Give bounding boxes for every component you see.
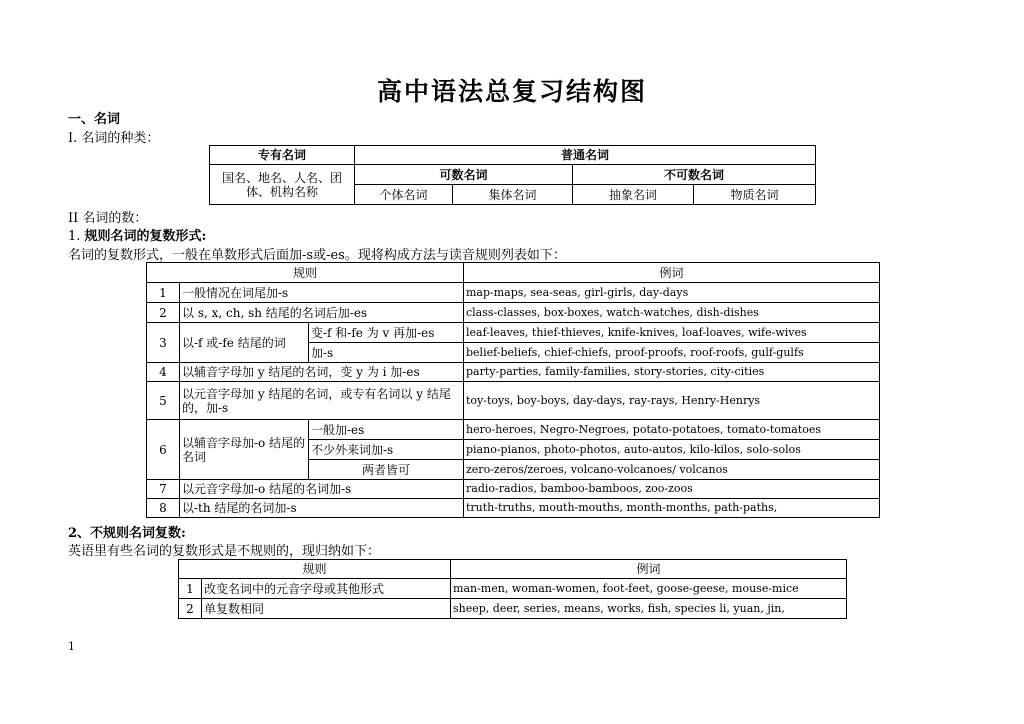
subheading-regular-plural (68, 225, 206, 244)
regular-plural-intro: 名词的复数形式，一般在单数形式后面加-s或-es。现将构成方法与读音规则列表如下： (68, 248, 566, 263)
example-cell: radio-radios, bamboo-bamboos, zoo-zoos (464, 480, 880, 499)
example-cell: map-maps, sea-seas, girl-girls, day-days (464, 283, 880, 303)
rule-cell: 以-th 结尾的名词加-s (180, 499, 464, 518)
material-noun: 物质名词 (694, 185, 816, 205)
subheading-irregular-plural: 2、不规则名词复数: (68, 526, 186, 541)
row-number: 5 (147, 382, 180, 420)
table-row (147, 283, 880, 303)
regular-heading-number: 1. (68, 229, 81, 244)
row-number: 1 (179, 579, 202, 599)
rule-cell: 以 s, x, ch, sh 结尾的名词后加-es (180, 303, 464, 323)
header-uncountable: 不可数名词 (573, 165, 816, 185)
row-number: 2 (179, 599, 202, 619)
example-cell: truth-truths, mouth-mouths, month-months, path-paths, (464, 499, 880, 518)
example-cell: hero-heroes, Negro-Negroes, potato-potatoes, tomato-tomatoes (464, 420, 880, 440)
example-cell: man-men, woman-women, foot-feet, goose-geese, mouse-mice (451, 579, 847, 599)
rule-cell: 以辅音字母加-o 结尾的名词 (180, 420, 309, 480)
page-number: 1 (68, 640, 75, 653)
row-number: 4 (147, 363, 180, 382)
table-row (147, 499, 880, 518)
proper-noun-description: 国名、地名、人名、团体、机构名称 (210, 165, 355, 205)
subheading-noun-kinds: I. 名词的种类： (68, 131, 160, 146)
rule-cell: 以元音字母加 y 结尾的名词，或专有名词以 y 结尾的，加-s (180, 382, 464, 420)
table-row (179, 599, 847, 619)
header-countable: 可数名词 (355, 165, 573, 185)
rule-cell: 以元音字母加-o 结尾的名词加-s (180, 480, 464, 499)
subheading-noun-number: II 名词的数： (68, 211, 148, 226)
rule-cell: 以辅音字母加 y 结尾的名词，变 y 为 i 加-es (180, 363, 464, 382)
page-title: 高中语法总复习结构图 (376, 77, 647, 106)
example-cell: leaf-leaves, thief-thieves, knife-knives, loaf-loaves, wife-wives (464, 323, 880, 343)
header-common-noun: 普通名词 (355, 146, 816, 165)
sub-rule-cell: 一般加-es (309, 420, 464, 440)
row-number: 7 (147, 480, 180, 499)
row-number: 3 (147, 323, 180, 363)
individual-noun: 个体名词 (355, 185, 453, 205)
sub-rule-cell: 加-s (309, 343, 464, 363)
header-proper-noun: 专有名词 (210, 146, 355, 165)
table-row (147, 382, 880, 420)
header-rule: 规则 (147, 263, 464, 283)
row-number: 2 (147, 303, 180, 323)
noun-kinds-table (209, 145, 816, 205)
table-row (147, 323, 880, 343)
irregular-plural-intro: 英语里有些名词的复数形式是不规则的，现归纳如下： (68, 544, 381, 559)
rule-cell: 一般情况在词尾加-s (180, 283, 464, 303)
example-cell: zero-zeros/zeroes, volcano-volcanoes/ volcanos (464, 460, 880, 480)
header-example: 例词 (464, 263, 880, 283)
table-row (179, 579, 847, 599)
example-cell: belief-beliefs, chief-chiefs, proof-proofs, roof-roofs, gulf-gulfs (464, 343, 880, 363)
row-number: 6 (147, 420, 180, 480)
row-number: 1 (147, 283, 180, 303)
section-heading-nouns: 一、名词 (68, 112, 121, 127)
header-rule: 规则 (179, 560, 451, 579)
regular-heading-text: 规则名词的复数形式: (84, 229, 207, 244)
row-number: 8 (147, 499, 180, 518)
table-row (147, 420, 880, 440)
regular-plural-table (146, 262, 880, 518)
example-cell: toy-toys, boy-boys, day-days, ray-rays, Henry-Henrys (464, 382, 880, 420)
sub-rule-cell: 变-f 和-fe 为 v 再加-es (309, 323, 464, 343)
collective-noun: 集体名词 (453, 185, 573, 205)
rule-cell: 以-f 或-fe 结尾的词 (180, 323, 309, 363)
example-cell: party-parties, family-families, story-stories, city-cities (464, 363, 880, 382)
sub-rule-cell: 不少外来词加-s (309, 440, 464, 460)
rule-cell: 单复数相同 (202, 599, 451, 619)
abstract-noun: 抽象名词 (573, 185, 694, 205)
rule-cell: 改变名词中的元音字母或其他形式 (202, 579, 451, 599)
example-cell: class-classes, box-boxes, watch-watches, dish-dishes (464, 303, 880, 323)
example-cell: piano-pianos, photo-photos, auto-autos, kilo-kilos, solo-solos (464, 440, 880, 460)
table-row (147, 480, 880, 499)
example-cell: sheep, deer, series, means, works, fish, species li, yuan, jin, (451, 599, 847, 619)
sub-rule-cell: 两者皆可 (309, 460, 464, 480)
table-row (147, 363, 880, 382)
table-row (147, 303, 880, 323)
irregular-plural-table (178, 559, 847, 619)
header-example: 例词 (451, 560, 847, 579)
